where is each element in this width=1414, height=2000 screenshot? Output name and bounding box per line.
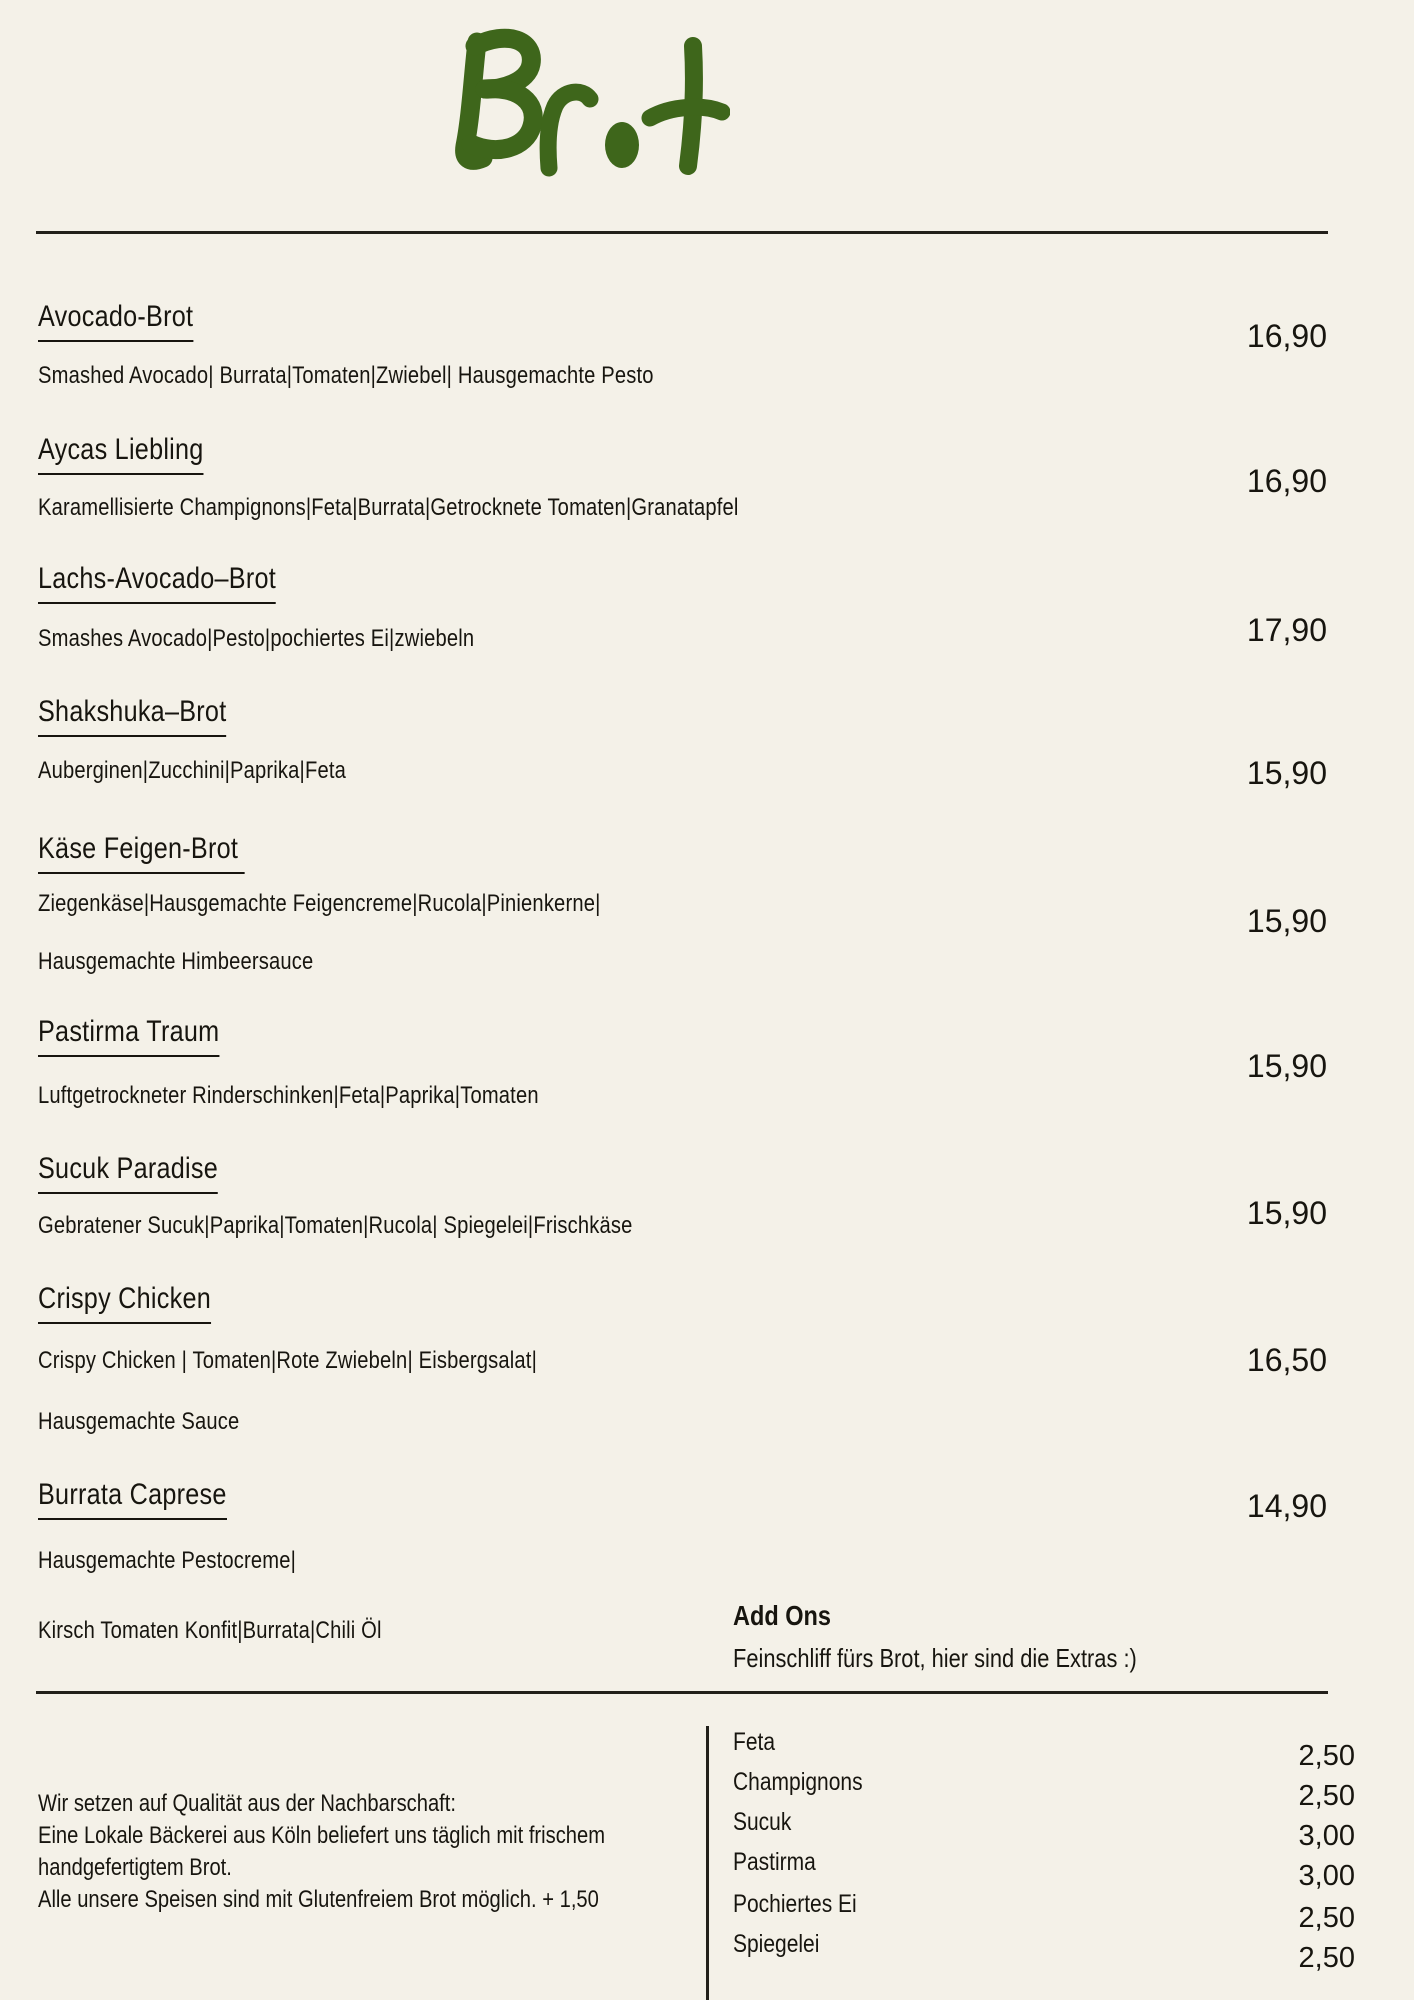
menu-item-price: 17,90 [1246, 612, 1327, 648]
menu-item-price: 14,90 [1246, 1488, 1327, 1524]
logo-o-dot [605, 122, 639, 168]
menu-item-desc: Hausgemachte Himbeersauce [38, 948, 314, 975]
addon-price: 2,50 [1298, 1942, 1355, 1974]
addon-name: Feta [733, 1728, 776, 1756]
addon-price: 2,50 [1298, 1740, 1355, 1772]
menu-item-desc: Hausgemachte Sauce [38, 1408, 240, 1435]
menu-item-desc: Crispy Chicken | Tomaten|Rote Zwiebeln| Eisbergsalat| [38, 1347, 537, 1374]
addons-subtitle: Feinschliff fürs Brot, hier sind die Extras :) [733, 1643, 1137, 1673]
addon-name: Pochiertes Ei [733, 1890, 857, 1918]
addon-name: Spiegelei [733, 1930, 820, 1958]
menu-item-name: Avocado-Brot [38, 300, 223, 342]
footer-note-line: Wir setzen auf Qualität aus der Nachbarschaft: [38, 1790, 456, 1817]
addon-name: Pastirma [733, 1848, 816, 1876]
menu-item-desc: Karamellisierte Champignons|Feta|Burrata|Getrocknete Tomaten|Granatapfel [38, 494, 739, 521]
addon-name: Sucuk [733, 1808, 792, 1836]
menu-item-name: Crispy Chicken [38, 1282, 244, 1324]
header-rule [36, 231, 1328, 234]
menu-item-desc: Hausgemachte Pestocreme| [38, 1547, 297, 1574]
addon-name: Champignons [733, 1768, 863, 1796]
menu-item-desc: Gebratener Sucuk|Paprika|Tomaten|Rucola| Spiegelei|Frischkäse [38, 1212, 633, 1239]
brot-logo [450, 28, 730, 184]
menu-item-name: Pastirma Traum [38, 1015, 254, 1057]
menu-item-name: Sucuk Paradise [38, 1152, 252, 1194]
menu-item-desc: Smashed Avocado| Burrata|Tomaten|Zwiebel| Hausgemachte Pesto [38, 362, 654, 389]
addon-price: 3,00 [1298, 1820, 1355, 1852]
menu-item-name: Käse Feigen-Brot [38, 832, 284, 874]
menu-item-name: Burrata Caprese [38, 1478, 263, 1520]
menu-item-desc: Ziegenkäse|Hausgemachte Feigencreme|Rucola|Pinienkerne| [38, 890, 601, 917]
footer-note-line: handgefertigtem Brot. [38, 1854, 232, 1881]
addons-title: Add Ons [733, 1600, 832, 1631]
menu-item-name: Lachs-Avocado–Brot [38, 562, 321, 604]
menu-item-price: 15,90 [1246, 755, 1327, 791]
menu-item-desc: Kirsch Tomaten Konfit|Burrata|Chili Öl [38, 1617, 382, 1644]
menu-item-desc: Luftgetrockneter Rinderschinken|Feta|Paprika|Tomaten [38, 1082, 539, 1109]
section-divider-rule [36, 1691, 1328, 1694]
addon-price: 2,50 [1298, 1902, 1355, 1934]
menu-item-price: 16,90 [1246, 318, 1327, 354]
menu-item-price: 15,90 [1246, 1195, 1327, 1231]
footer-note-line: Alle unsere Speisen sind mit Glutenfreiem Brot möglich. + 1,50 [38, 1886, 599, 1913]
menu-item-price: 15,90 [1246, 1048, 1327, 1084]
menu-item-price: 15,90 [1246, 903, 1327, 939]
menu-item-name: Shakshuka–Brot [38, 695, 262, 737]
addons-divider-line [706, 1726, 709, 2000]
menu-item-name: Aycas Liebling [38, 433, 235, 475]
menu-item-price: 16,50 [1246, 1342, 1327, 1378]
menu-item-price: 16,90 [1246, 463, 1327, 499]
addon-price: 2,50 [1298, 1780, 1355, 1812]
menu-item-desc: Smashes Avocado|Pesto|pochiertes Ei|zwiebeln [38, 625, 475, 652]
menu-item-desc: Auberginen|Zucchini|Paprika|Feta [38, 757, 346, 784]
addon-price: 3,00 [1298, 1860, 1355, 1892]
footer-note-line: Eine Lokale Bäckerei aus Köln beliefert uns täglich mit frischem [38, 1822, 605, 1849]
